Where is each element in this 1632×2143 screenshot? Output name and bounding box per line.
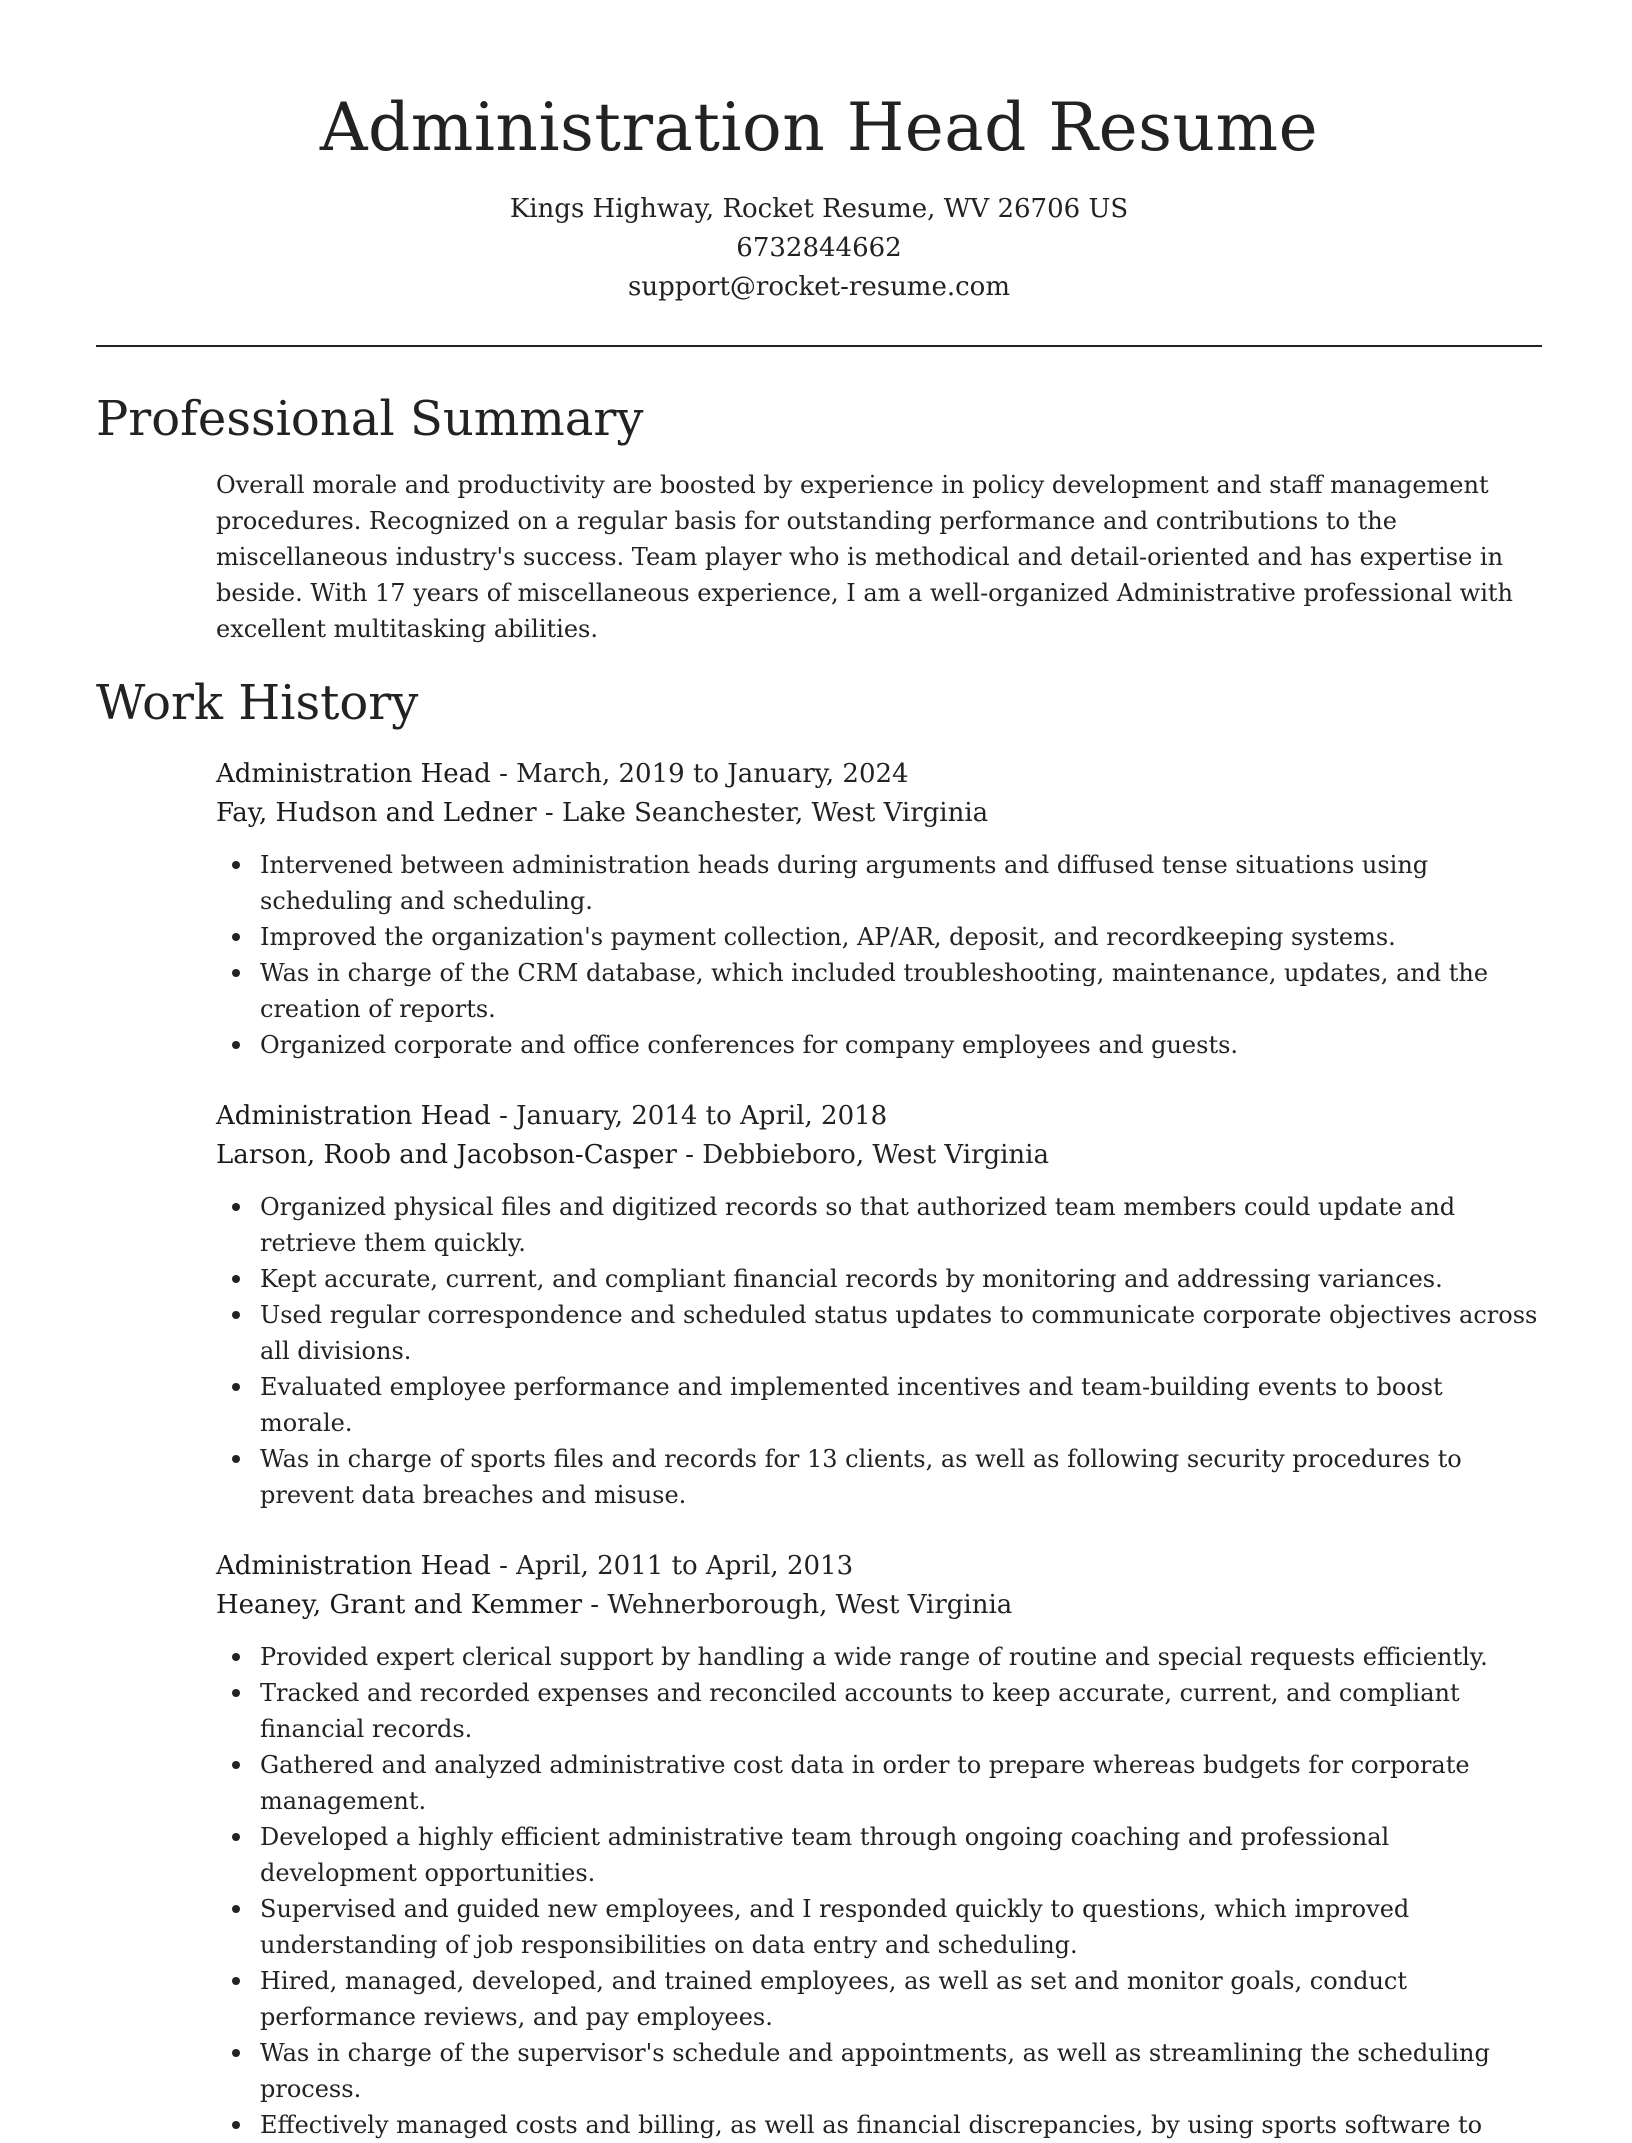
job-bullet: Gathered and analyzed administrative cost data in order to prepare whereas budgets for corporate management. — [260, 1747, 1542, 1819]
job-entry — [216, 1547, 1542, 2143]
job-bullet: Organized physical files and digitized records so that authorized team members could update and retrieve them quickly. — [260, 1189, 1542, 1261]
job-dates: - March, 2019 to January, 2024 — [490, 759, 909, 789]
job-bullet: Kept accurate, current, and compliant financial records by monitoring and addressing variances. — [260, 1261, 1542, 1297]
job-bullet: Was in charge of the supervisor's schedule and appointments, as well as streamlining the scheduling process. — [260, 2035, 1542, 2107]
job-company-line — [216, 1136, 1542, 1175]
job-location: - Debbieboro, West Virginia — [676, 1140, 1049, 1170]
contact-phone: 6732844662 — [736, 233, 902, 263]
job-bullet: Effectively managed costs and billing, as well as financial discrepancies, by using sports software to — [260, 2107, 1542, 2143]
job-location: - Lake Seanchester, West Virginia — [536, 798, 989, 828]
job-role: Administration Head — [216, 1551, 491, 1581]
job-bullet: Intervened between administration heads during arguments and diffused tense situations using scheduling and scheduling. — [260, 847, 1542, 919]
job-bullet: Supervised and guided new employees, and I responded quickly to questions, which improved understanding of job responsibilities on data entry and scheduling. — [260, 1891, 1542, 1963]
header-divider — [96, 345, 1542, 347]
job-bullet: Was in charge of sports files and records for 13 clients, as well as following security procedures to prevent data breaches and misuse. — [260, 1441, 1542, 1513]
job-location: - Wehnerborough, West Virginia — [582, 1590, 1013, 1620]
job-bullet: Used regular correspondence and scheduled status updates to communicate corporate objectives across all divisions. — [260, 1297, 1542, 1369]
job-role-line — [216, 1097, 1542, 1136]
job-bullet: Organized corporate and office conferences for company employees and guests. — [260, 1027, 1542, 1063]
job-company: Heaney, Grant and Kemmer — [216, 1590, 583, 1620]
job-bullet: Provided expert clerical support by handling a wide range of routine and special requests efficiently. — [260, 1639, 1542, 1675]
job-bullet: Improved the organization's payment collection, AP/AR, deposit, and recordkeeping systems. — [260, 919, 1542, 955]
job-bullets — [216, 847, 1542, 1063]
job-dates: - April, 2011 to April, 2013 — [490, 1551, 854, 1581]
job-company-line — [216, 794, 1542, 833]
job-bullet: Tracked and recorded expenses and reconciled accounts to keep accurate, current, and compliant financial records. — [260, 1675, 1542, 1747]
contact-address: Kings Highway, Rocket Resume, WV 26706 US — [509, 194, 1129, 224]
job-entry — [216, 755, 1542, 1063]
resume-title: Administration Head Resume — [319, 89, 1319, 166]
job-role-line — [216, 1547, 1542, 1586]
job-bullet: Hired, managed, developed, and trained employees, as well as set and monitor goals, conduct performance reviews, and pay employees. — [260, 1963, 1542, 2035]
contact-block — [96, 190, 1542, 307]
resume-header — [96, 0, 1542, 307]
job-role: Administration Head — [216, 759, 491, 789]
job-company: Fay, Hudson and Ledner — [216, 798, 537, 828]
contact-email: support@rocket-resume.com — [627, 272, 1010, 302]
job-role-line — [216, 755, 1542, 794]
job-bullets — [216, 1639, 1542, 2143]
job-company: Larson, Roob and Jacobson-Casper — [216, 1140, 677, 1170]
job-entry — [216, 1097, 1542, 1513]
job-bullet: Evaluated employee performance and implemented incentives and team-building events to boost morale. — [260, 1369, 1542, 1441]
job-dates: - January, 2014 to April, 2018 — [490, 1101, 888, 1131]
job-bullet: Was in charge of the CRM database, which included troubleshooting, maintenance, updates, and the creation of reports. — [260, 955, 1542, 1027]
job-company-line — [216, 1586, 1542, 1625]
summary-text: Overall morale and productivity are boosted by experience in policy development and staff management procedures. Recognized on a regular basis for outstanding performance and contributions to the miscellaneous industry's success. Team player who is methodical and detail-oriented and has expertise in beside. With 17 years of miscellaneous experience, I am a well-organized Administrative professional with excellent multitasking abilities. — [216, 471, 1513, 643]
resume-page — [96, 0, 1542, 2143]
job-bullets — [216, 1189, 1542, 1513]
summary-heading: Professional Summary — [96, 391, 644, 447]
job-bullet: Developed a highly efficient administrative team through ongoing coaching and professional development opportunities. — [260, 1819, 1542, 1891]
job-role: Administration Head — [216, 1101, 491, 1131]
work-history-heading: Work History — [96, 675, 419, 731]
